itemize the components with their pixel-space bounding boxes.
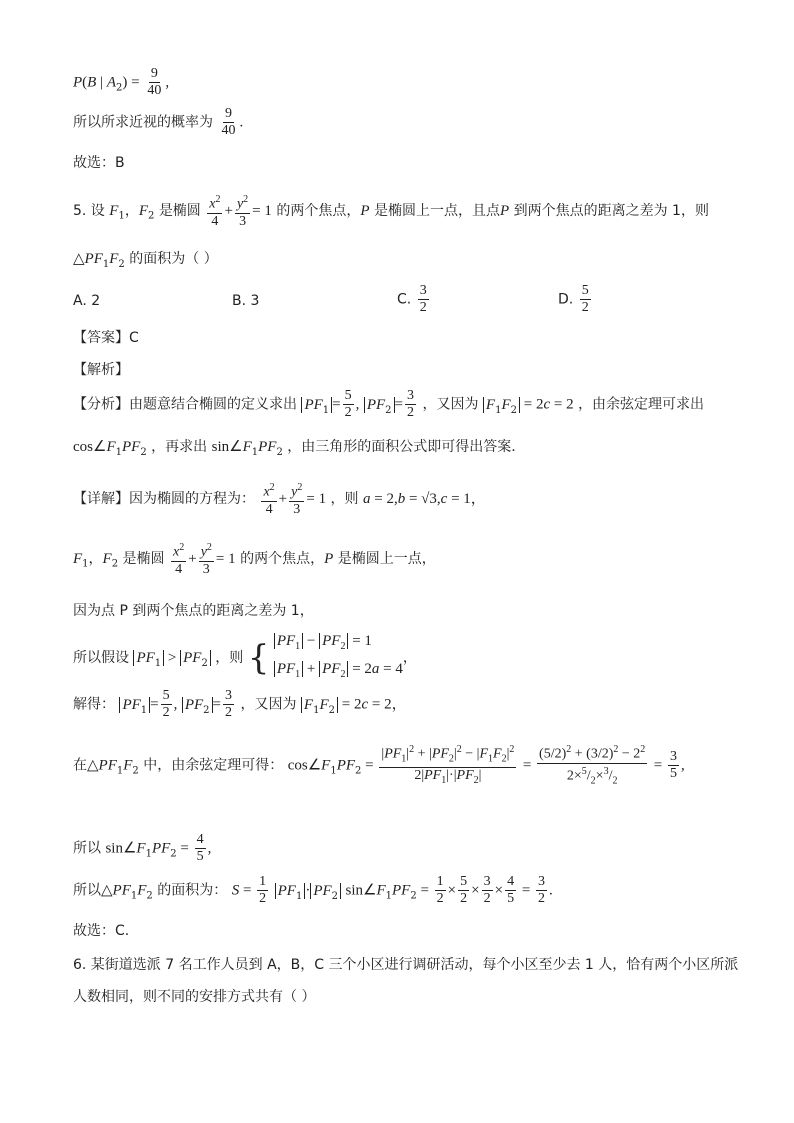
option-d: D. $\frac{5}{2}$ <box>558 283 589 315</box>
prob-result-line: 所以所求近视的概率为 $\frac{9}{40}$ . <box>73 106 244 138</box>
analysis-line1: 【分析】由题意结合椭圆的定义求出 $PF_1$ = $\frac{5}{2}$ , $PF_2$ = $\frac{3}{2}$ ，又因为 $F_1F_2 = 2c = 2$ ，由余弦定理可求出 <box>73 388 705 420</box>
analysis-line2: $\cos\angle F_1PF_2$ ，再求出 $\sin\angle F_1PF_2$ ，由三角形的面积公式即可得出答案. <box>73 439 516 458</box>
question-6-line1: 6. 某街道选派 7 名工作人员到 A，B，C 三个小区进行调研活动，每个小区至少去 1 人，恰有两个小区所派 <box>73 957 739 973</box>
option-b: B. 3 <box>232 293 260 309</box>
detail-line1: 【详解】因为椭圆的方程为： $\frac{x^2}{4}$ + $\frac{y^2}{3}$ = 1 ，则 a = 2,b = √3,c = 1， <box>73 482 486 517</box>
question-6-line2: 人数相同，则不同的安排方式共有（ ） <box>73 989 316 1005</box>
detail-area-line: 所以$\triangle PF_1F_2$ 的面积为： S = $\frac{1}{2}$ $PF_1 \cdot PF_2$ $\sin\angle F_1PF_2$ = $\frac{1}{2}$ × $\frac{5}{2}$ × $\frac{3}{2}$ × $\frac{4}{5}$ = $\frac{3}{2}$ . <box>73 874 553 906</box>
detail-sin-line: 所以 $\sin\angle F_1PF_2$ = $\frac{4}{5}$ , <box>73 832 212 864</box>
detail-line4: 所以假设 $PF_1 > PF_2$ ，则 { $PF_1 - PF_2 = 1$ $PF_1 + PF_2 = 2a = 4$ ， <box>73 633 417 680</box>
prob-formula-line: P(B | $A_2$) = $\frac{9}{40}$ , <box>73 66 170 98</box>
detail-line2: $F_1$，$F_2$ 是椭圆 $\frac{x^2}{4}$ + $\frac{y^2}{3}$ = 1 的两个焦点，P 是椭圆上一点， <box>73 542 436 577</box>
question-5-line2: $\triangle PF_1F_2$ 的面积为（ ） <box>73 251 218 270</box>
detail-line3: 因为点 P 到两个焦点的距离之差为 1， <box>73 603 314 619</box>
option-a: A. 2 <box>73 293 101 309</box>
question-5-line1: 5. 设 $F_1$，$F_2$ 是椭圆 $\frac{x^2}{4}$ + $\frac{y^2}{3}$ = 1 的两个焦点，P 是椭圆上一点，且点P 到两个焦点的距离之差为 1，则 <box>73 194 709 229</box>
detail-cos-line: 在$\triangle PF_1F_2$ 中，由余弦定理可得： $\cos\angle F_1PF_2$ = $\frac{|PF_1|^2 + |PF_2|^2 - |F_1F_2|^2}{2|PF_1|\cdot|PF_2|}$ = $\frac{(5/2)^2 + (3/2)^2 - 2^2}{2\times^5/_2\times^3/_2}$ = $\frac{3}{5}$ , <box>73 744 685 787</box>
answer-label: 【答案】C <box>73 330 139 346</box>
detail-line5: 解得： $PF_1$ = $\frac{5}{2}$ , $PF_2$ = $\frac{3}{2}$ ，又因为 $F_1F_2 = 2c = 2$， <box>73 688 407 720</box>
option-c: C. $\frac{3}{2}$ <box>397 283 427 315</box>
prob-result-text: 所以所求近视的概率为 <box>73 114 213 131</box>
choose-c: 故选：C. <box>73 923 130 939</box>
analysis-label: 【解析】 <box>73 362 129 378</box>
choose-b: 故选：B <box>73 155 125 171</box>
